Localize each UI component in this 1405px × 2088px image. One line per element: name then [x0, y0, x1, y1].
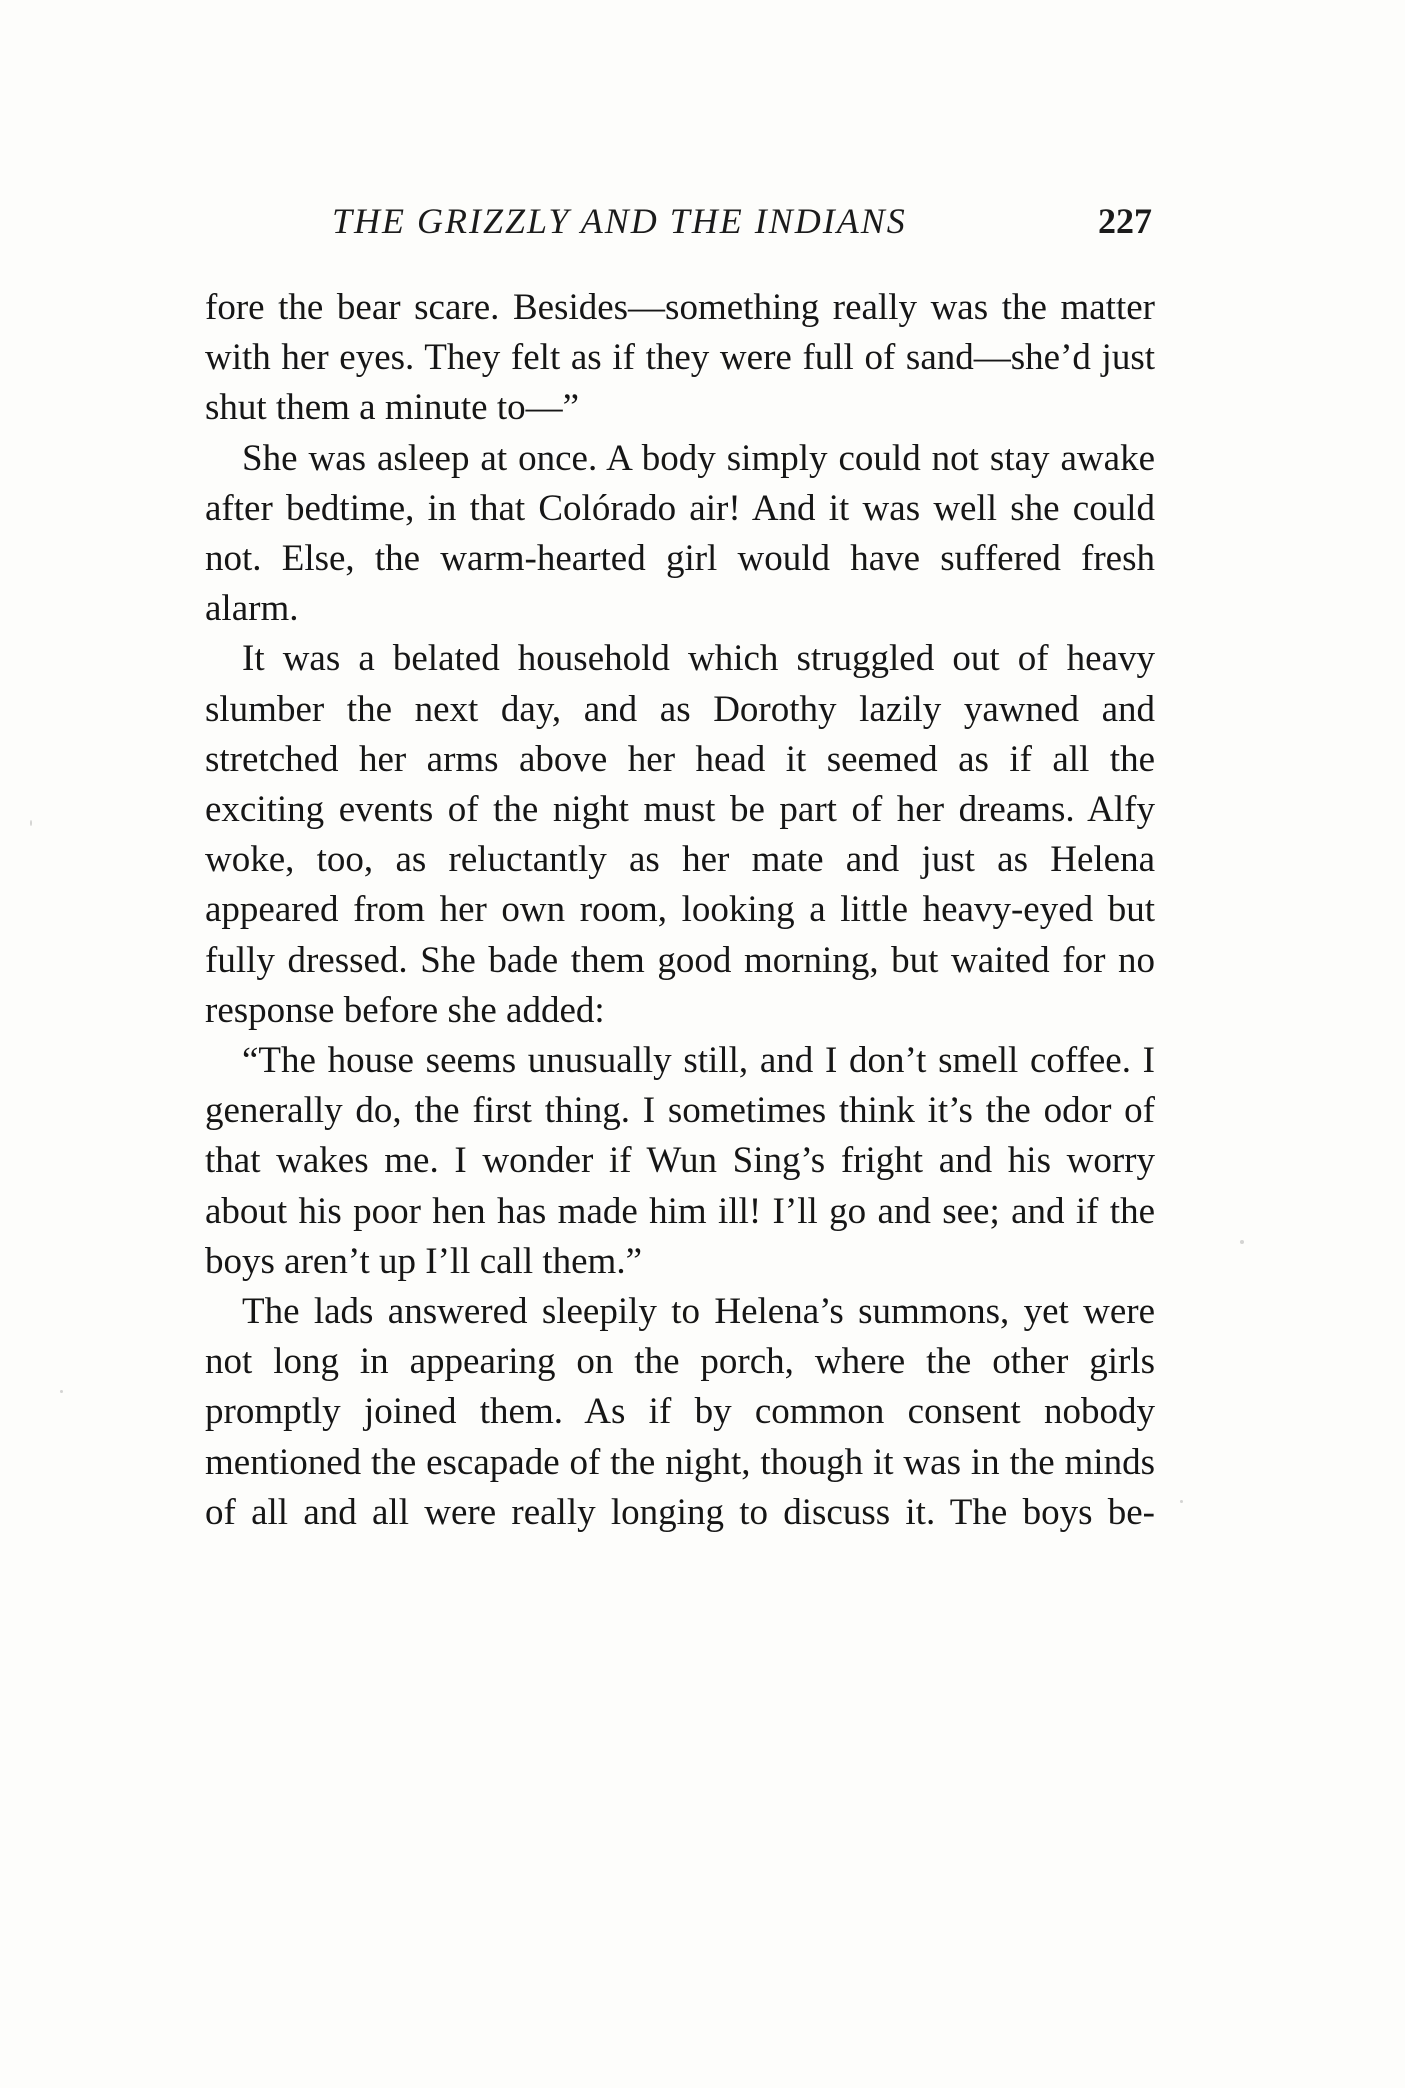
paragraph-1: fore the bear scare. Besides—something really was the matter with her eyes. They felt as if they were full of sand—she’d just shut them a minute to—” [205, 287, 1155, 429]
scan-speck [1240, 1240, 1244, 1244]
paragraph-2: She was asleep at once. A body simply could not stay awake after bedtime, in that Colórado air! And it was well she could not. Else, the warm-hearted girl would have suffered fresh alarm. [205, 437, 1155, 630]
scan-speck [30, 820, 32, 826]
scan-speck [1180, 1500, 1183, 1503]
body-text [205, 283, 1155, 1538]
running-title: THE GRIZZLY AND THE INDIANS [332, 201, 907, 241]
paragraph-4: “The house seems unusually still, and I don’t smell coffee. I generally do, the first thing. I sometimes think it’s the odor of that wakes me. I wonder if Wun Sing’s fright and his worry about his poor hen has made him ill! I’ll go and see; and if the boys aren’t up I’ll call them.” [205, 1040, 1155, 1282]
paragraph-3: It was a belated household which struggled out of heavy slumber the next day, and as Dorothy lazily yawned and stretched her arms above her head it seemed as if all the exciting events of the night must be part of her dreams. Alfy woke, too, as reluctantly as her mate and just as Helena appeared from her own room, looking a little heavy-eyed but fully dressed. She bade them good morning, but waited for no response before she added: [205, 638, 1155, 1031]
scan-speck [60, 1390, 63, 1393]
paragraph-5: The lads answered sleepily to Helena’s summons, yet were not long in appearing on the porch, where the other girls promptly joined them. As if by common consent nobody mentioned the escapade of the night, though it was in the minds of all and all were really longing to discuss it. The boys be- [205, 1291, 1155, 1533]
page-number: 227 [1098, 201, 1152, 241]
running-head [332, 200, 1162, 250]
